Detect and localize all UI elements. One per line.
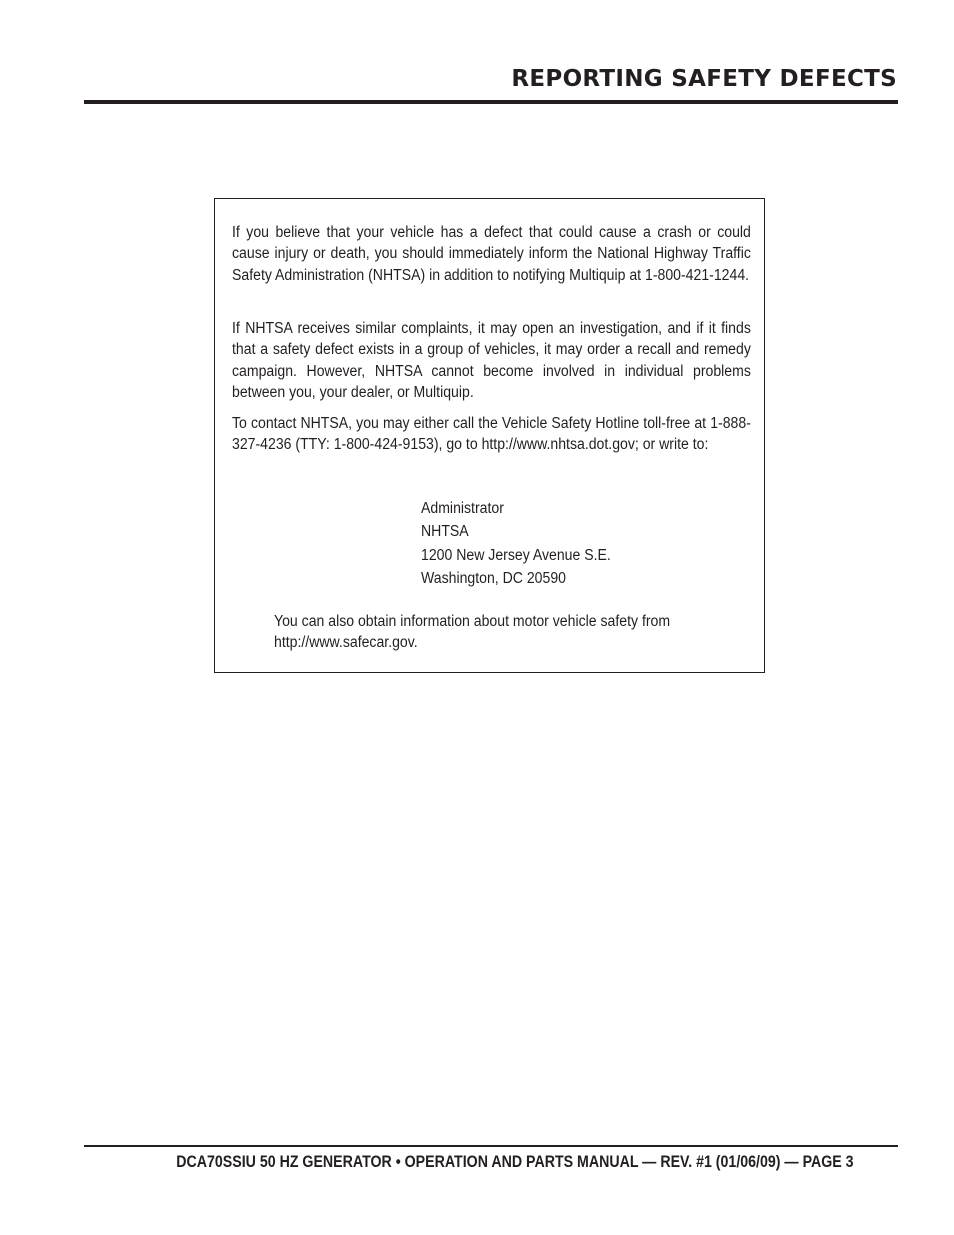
notice-paragraph-defect: If you believe that your vehicle has a defect that could cause a crash or could cause injury or death, you should immediately inform the National Highway Traffic Safety Administration (NHTSA) in addition to notifying Multiquip at 1-800-421-1244. bbox=[232, 224, 751, 284]
closing-line: You can also obtain information about motor vehicle safety from bbox=[274, 613, 671, 630]
notice-closing bbox=[274, 611, 670, 654]
address-line: Administrator bbox=[421, 500, 504, 517]
safety-notice-box bbox=[214, 198, 765, 673]
mailing-address bbox=[421, 497, 611, 590]
notice-paragraph-contact: To contact NHTSA, you may either call the Vehicle Safety Hotline toll-free at 1-888-327-4236 (TTY: 1-800-424-9153), go to http://www.nhtsa.dot.gov; or write to: bbox=[232, 415, 751, 454]
closing-line-url: http://www.safecar.gov. bbox=[274, 634, 418, 652]
address-line: Washington, DC 20590 bbox=[421, 569, 566, 587]
header-divider bbox=[84, 100, 898, 104]
page-footer: DCA70SSIU 50 HZ GENERATOR • OPERATION AND PARTS MANUAL — REV. #1 (01/06/09) — PAGE 3 bbox=[176, 1153, 854, 1171]
address-line: NHTSA bbox=[421, 523, 469, 541]
page-title: REPORTING SAFETY DEFECTS bbox=[511, 66, 897, 92]
address-line: 1200 New Jersey Avenue S.E. bbox=[421, 546, 611, 564]
notice-paragraph-investigation: If NHTSA receives similar complaints, it may open an investigation, and if it finds that a safety defect exists in a group of vehicles, it may order a recall and remedy campaign. However, NHTSA cannot become involved in individual problems between you, your dealer, or Multiquip. bbox=[232, 320, 751, 401]
footer-divider bbox=[84, 1145, 898, 1147]
